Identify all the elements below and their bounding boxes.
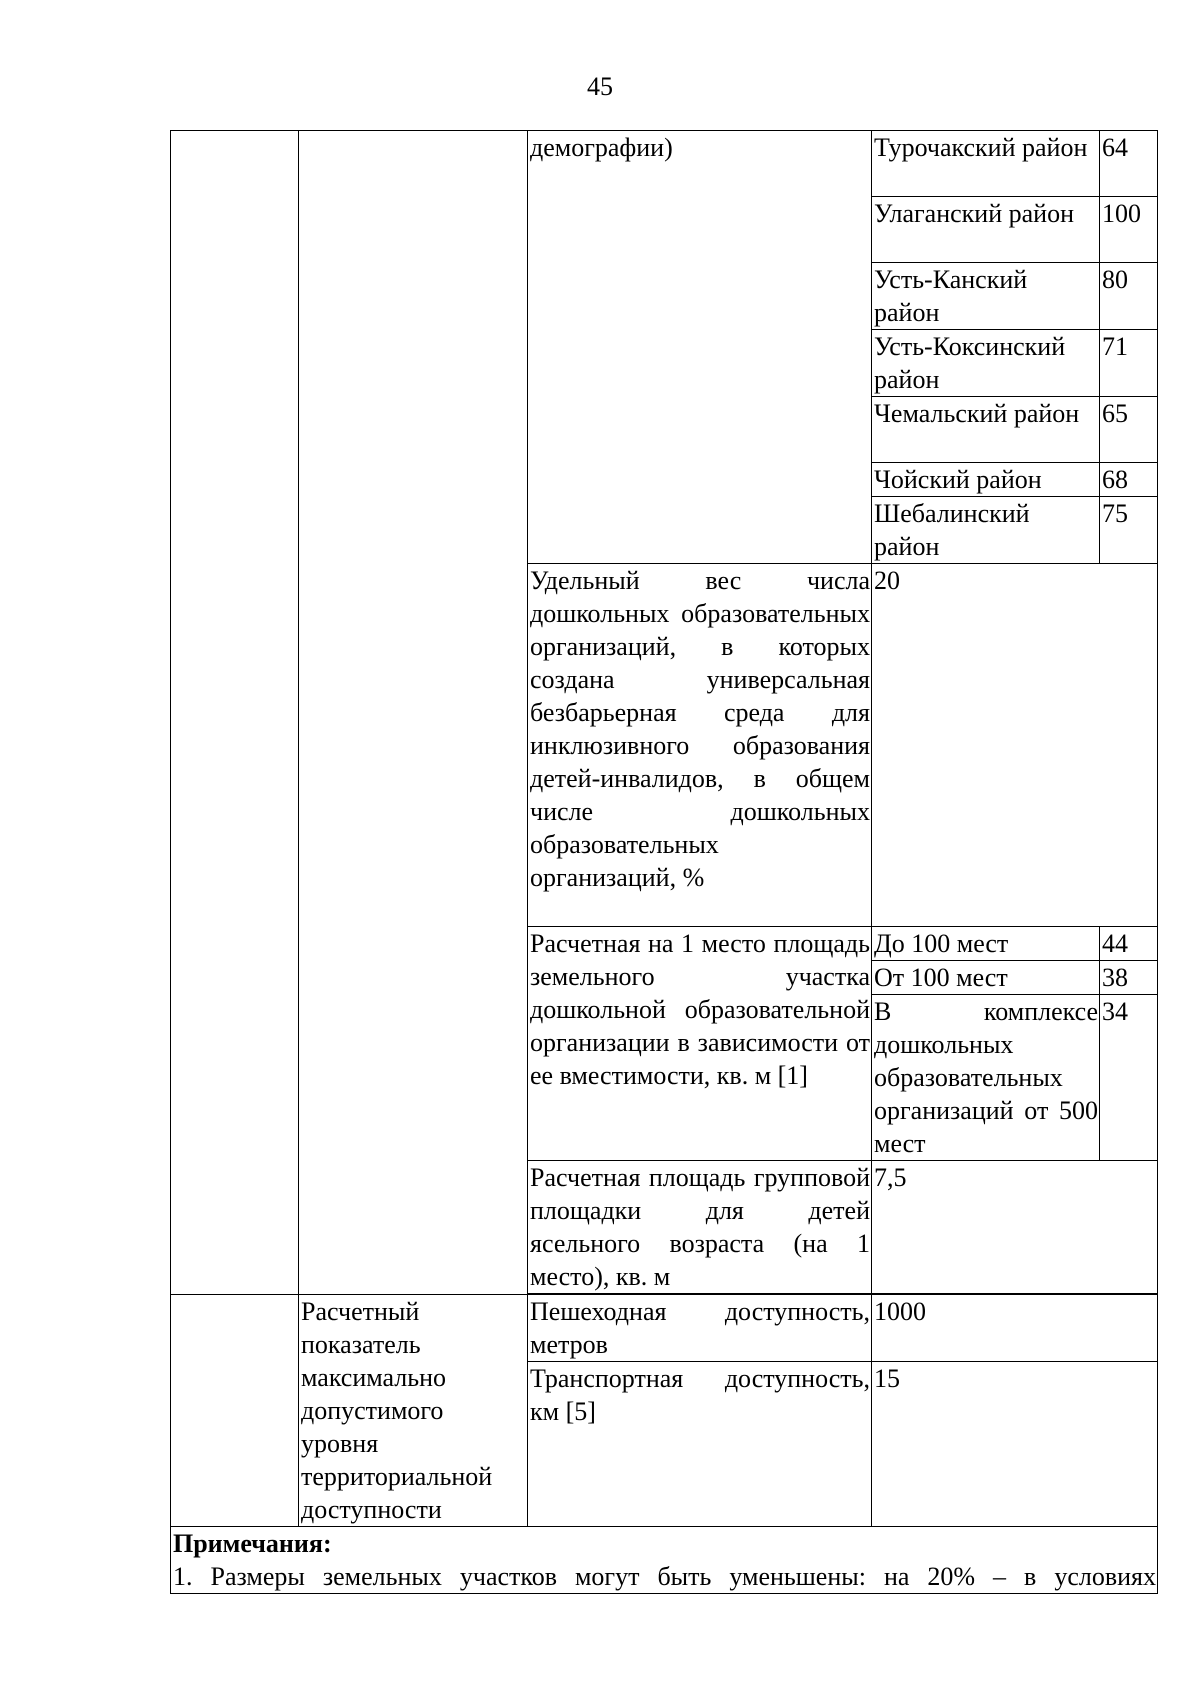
page-number: 45 (587, 72, 613, 101)
notes-text: 1. Размеры земельных участков могут быть уменьшены: на 20% – в условиях (173, 1562, 1156, 1591)
value-barrier-free: 20 (872, 564, 1158, 927)
district-value: 65 (1100, 397, 1158, 463)
value-nursery-playground: 7,5 (872, 1161, 1158, 1294)
district-value: 100 (1100, 197, 1158, 263)
district-name: Чемальский район (872, 397, 1100, 463)
district-value: 64 (1100, 131, 1158, 197)
district-value: 71 (1100, 330, 1158, 397)
capacity-value: 44 (1100, 927, 1158, 961)
notes-cell (171, 1527, 1158, 1594)
district-name: Усть-Канский район (872, 263, 1100, 330)
indicator-walking: Пешеходная доступность, метров (528, 1295, 872, 1362)
value-transport: 15 (872, 1362, 1158, 1527)
indicator-continuation: демографии) (528, 131, 872, 564)
district-name: Шебалинский район (872, 497, 1100, 564)
district-name: Турочакский район (872, 131, 1100, 197)
capacity-value: 38 (1100, 961, 1158, 995)
notes-title: Примечания: (173, 1529, 332, 1558)
table-row (171, 131, 1158, 197)
empty-cell-col1 (171, 1295, 299, 1527)
district-name: Улаганский район (872, 197, 1100, 263)
district-name: Усть-Коксинский район (872, 330, 1100, 397)
standards-table (170, 130, 1158, 1594)
district-name: Чойский район (872, 463, 1100, 497)
capacity-condition: От 100 мест (872, 961, 1100, 995)
empty-cell-col2 (299, 131, 528, 1295)
indicator-plot-area: Расчетная на 1 место площадь земельного участка дошкольной образовательной организации в зависимости от ее вместимости, кв. м [1] (528, 927, 872, 1161)
capacity-condition: В комплексе дошкольных образовательных организаций от 500 мест (872, 995, 1100, 1161)
capacity-condition: До 100 мест (872, 927, 1100, 961)
indicator-nursery-playground: Расчетная площадь групповой площадки для детей ясельного возраста (на 1 место), кв. м (528, 1161, 872, 1294)
capacity-value: 34 (1100, 995, 1158, 1161)
district-value: 68 (1100, 463, 1158, 497)
district-value: 80 (1100, 263, 1158, 330)
indicator-transport: Транспортная доступность, км [5] (528, 1362, 872, 1527)
table-row (171, 1295, 1158, 1362)
indicator-barrier-free: Удельный вес числа дошкольных образовательных организаций, в которых создана универсальная безбарьерная среда для инклюзивного образования детей-инвалидов, в общем числе дошкольных образовательных организаций, % (528, 564, 872, 927)
district-value: 75 (1100, 497, 1158, 564)
table-row (171, 1527, 1158, 1594)
empty-cell-col1 (171, 131, 299, 1295)
value-walking: 1000 (872, 1295, 1158, 1362)
category-accessibility: Расчетный показатель максимально допустимого уровня территориальной доступности (299, 1295, 528, 1527)
